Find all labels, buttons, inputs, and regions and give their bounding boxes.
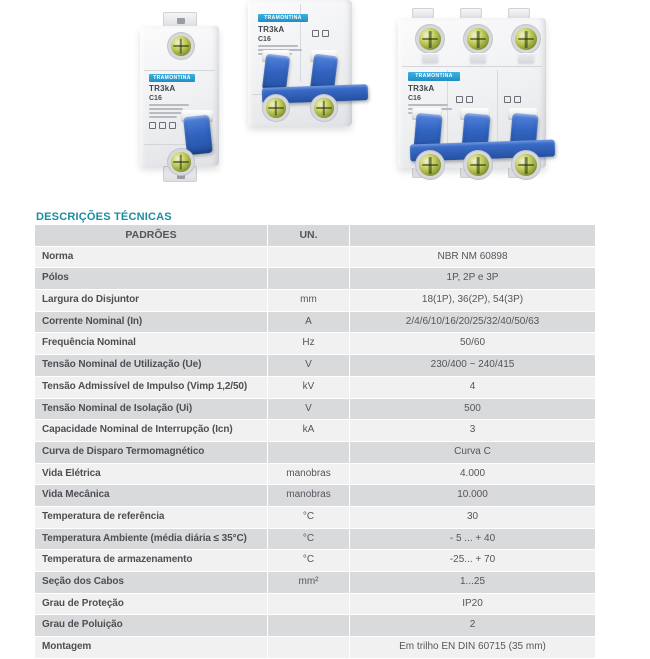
row-value: 500 <box>350 399 595 420</box>
row-unit <box>268 615 349 636</box>
terminal-screw-icon <box>266 98 286 118</box>
row-value: 3 <box>350 420 595 441</box>
row-label: Frequência Nominal <box>35 333 267 354</box>
certification-marks-icon <box>149 122 176 129</box>
brand-label: TRAMONTINA <box>408 72 460 81</box>
row-label: Tensão Nominal de Isolação (Ui) <box>35 399 267 420</box>
table-row <box>35 377 595 398</box>
row-label: Montagem <box>35 637 267 658</box>
breaker-1-pole-image <box>137 12 222 182</box>
spec-table-body <box>35 247 595 658</box>
tab-slot <box>177 173 185 179</box>
terminal-screw-icon <box>467 28 489 50</box>
row-label: Tensão Nominal de Utilização (Ue) <box>35 355 267 376</box>
terminal-clamp <box>422 53 438 63</box>
header-values <box>350 225 595 246</box>
row-label: Temperatura de referência <box>35 507 267 528</box>
row-value: -25... + 70 <box>350 550 595 571</box>
row-value: 4 <box>350 377 595 398</box>
row-value: 1P, 2P e 3P <box>350 268 595 289</box>
table-row <box>35 550 595 571</box>
row-unit: kA <box>268 420 349 441</box>
row-value: 10.000 <box>350 485 595 506</box>
row-value: Em trilho EN DIN 60715 (35 mm) <box>350 637 595 658</box>
model-label: TR3kA <box>149 84 176 93</box>
header-un: UN. <box>268 225 349 246</box>
model-label: TR3kA <box>258 25 285 34</box>
row-unit <box>268 268 349 289</box>
rating-label: C16 <box>408 95 421 102</box>
row-value: - 5 ... + 40 <box>350 529 595 550</box>
table-row <box>35 442 595 463</box>
row-unit: manobras <box>268 485 349 506</box>
row-unit: A <box>268 312 349 333</box>
terminal-screw-icon <box>419 28 441 50</box>
row-value: 50/60 <box>350 333 595 354</box>
table-row <box>35 399 595 420</box>
row-label: Temperatura de armazenamento <box>35 550 267 571</box>
certification-marks-icon <box>456 96 473 103</box>
table-row <box>35 594 595 615</box>
brand-label: TRAMONTINA <box>149 74 195 82</box>
body-groove <box>402 66 542 67</box>
table-row <box>35 615 595 636</box>
table-row <box>35 637 595 658</box>
section-title: DESCRIÇÕES TÉCNICAS <box>36 211 172 224</box>
table-row <box>35 268 595 289</box>
row-unit: mm² <box>268 572 349 593</box>
row-label: Vida Elétrica <box>35 464 267 485</box>
row-unit: °C <box>268 550 349 571</box>
terminal-clamp <box>518 53 534 63</box>
row-label: Corrente Nominal (In) <box>35 312 267 333</box>
row-value: 18(1P), 36(2P), 54(3P) <box>350 290 595 311</box>
spec-table <box>35 225 595 659</box>
body-groove <box>144 70 215 71</box>
table-row <box>35 355 595 376</box>
row-value: IP20 <box>350 594 595 615</box>
row-value: 1...25 <box>350 572 595 593</box>
table-header-row <box>35 225 595 246</box>
row-value: NBR NM 60898 <box>350 247 595 268</box>
certification-marks-icon <box>504 96 521 103</box>
table-row <box>35 312 595 333</box>
row-value: 30 <box>350 507 595 528</box>
header-padroes: PADRÕES <box>35 225 267 246</box>
row-unit: kV <box>268 377 349 398</box>
table-row <box>35 572 595 593</box>
row-label: Curva de Disparo Termomagnético <box>35 442 267 463</box>
terminal-screw-icon <box>171 36 191 56</box>
toggle-lever-icon <box>183 115 213 156</box>
row-value: 4.000 <box>350 464 595 485</box>
row-label: Grau de Proteção <box>35 594 267 615</box>
terminal-screw-icon <box>467 154 489 176</box>
row-label: Pólos <box>35 268 267 289</box>
row-label: Vida Mecânica <box>35 485 267 506</box>
table-row <box>35 485 595 506</box>
breaker-2-pole-image <box>248 0 376 140</box>
row-label: Capacidade Nominal de Interrupção (Icn) <box>35 420 267 441</box>
row-unit: manobras <box>268 464 349 485</box>
table-row <box>35 529 595 550</box>
table-row <box>35 507 595 528</box>
row-unit: °C <box>268 529 349 550</box>
row-unit: Hz <box>268 333 349 354</box>
tab-slot <box>177 18 185 24</box>
terminal-screw-icon <box>171 152 191 172</box>
table-row <box>35 247 595 268</box>
row-label: Norma <box>35 247 267 268</box>
breaker-3-pole-image <box>398 8 556 180</box>
row-unit: V <box>268 399 349 420</box>
rating-label: C16 <box>149 95 162 102</box>
row-unit: mm <box>268 290 349 311</box>
terminal-screw-icon <box>419 154 441 176</box>
brand-label: TRAMONTINA <box>258 14 308 22</box>
rating-label: C16 <box>258 36 271 43</box>
terminal-clamp <box>470 53 486 63</box>
row-unit <box>268 442 349 463</box>
terminal-screw-icon <box>515 28 537 50</box>
model-label: TR3kA <box>408 84 435 93</box>
row-label: Largura do Disjuntor <box>35 290 267 311</box>
row-unit: V <box>268 355 349 376</box>
row-label: Temperatura Ambiente (média diária ≤ 35°C) <box>35 529 267 550</box>
row-value: 2/4/6/10/16/20/25/32/40/50/63 <box>350 312 595 333</box>
certification-marks-icon <box>312 30 329 37</box>
table-row <box>35 464 595 485</box>
table-row <box>35 333 595 354</box>
row-value: 230/400 ~ 240/415 <box>350 355 595 376</box>
row-unit <box>268 247 349 268</box>
row-unit <box>268 594 349 615</box>
table-row <box>35 290 595 311</box>
terminal-screw-icon <box>314 98 334 118</box>
table-row <box>35 420 595 441</box>
row-label: Grau de Poluição <box>35 615 267 636</box>
row-label: Seção dos Cabos <box>35 572 267 593</box>
row-label: Tensão Admissível de Impulso (Vimp 1,2/50) <box>35 377 267 398</box>
row-unit: °C <box>268 507 349 528</box>
row-value: 2 <box>350 615 595 636</box>
row-value: Curva C <box>350 442 595 463</box>
row-unit <box>268 637 349 658</box>
terminal-screw-icon <box>515 154 537 176</box>
